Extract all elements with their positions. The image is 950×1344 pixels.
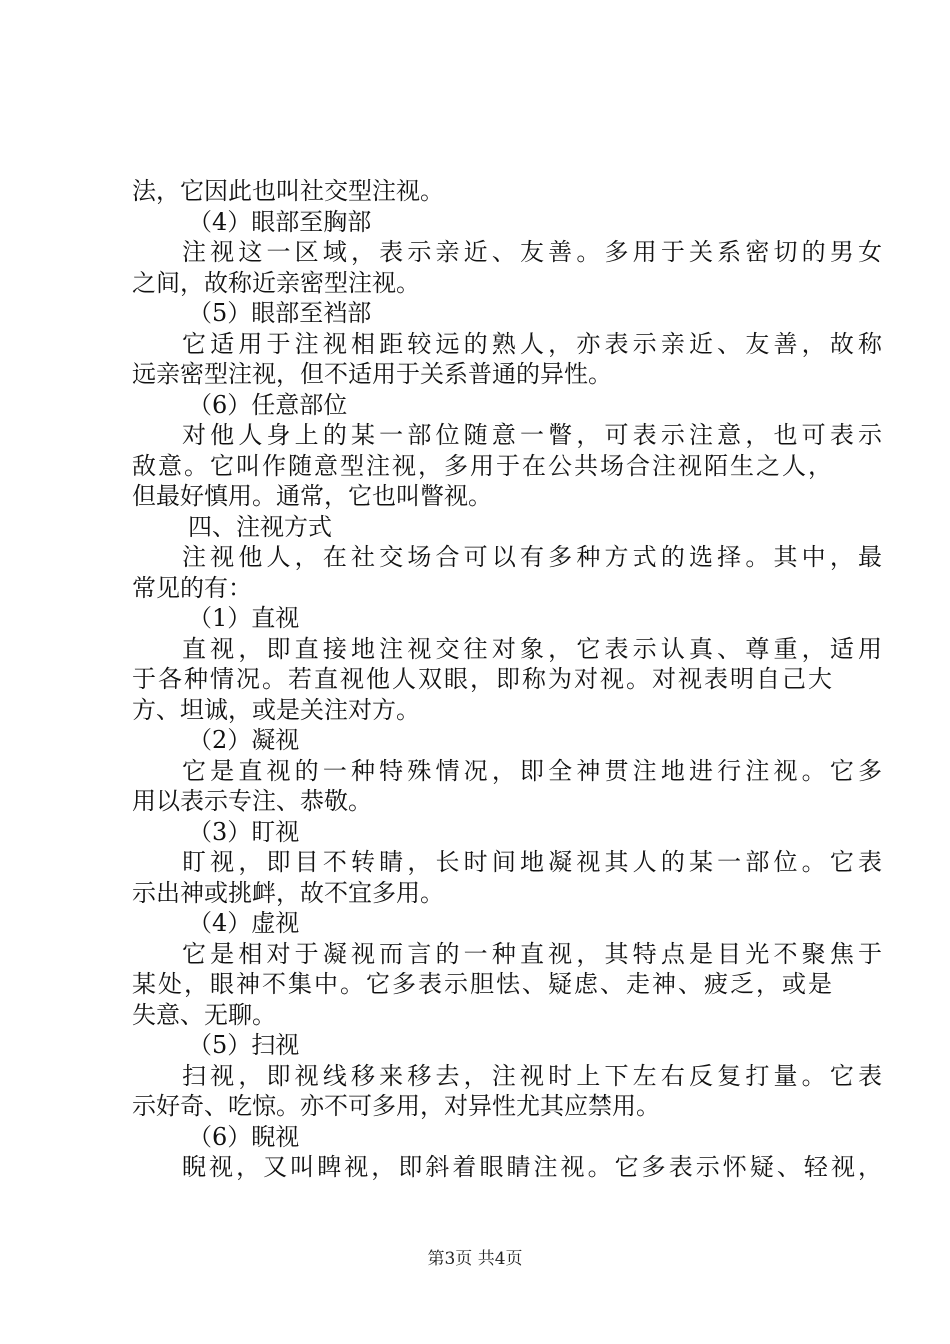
section-heading: （1）直视 (188, 604, 300, 632)
text-lines (132, 176, 882, 1183)
paragraph-line: 睨视，又叫睥视，即斜着眼睛注视。它多表示怀疑、轻视， (182, 1153, 882, 1181)
paragraph-line: 它适用于注视相距较远的熟人，亦表示亲近、友善，故称 (182, 329, 882, 358)
paragraph-line: 扫视，即视线移来移去，注视时上下左右反复打量。它表 (182, 1061, 882, 1090)
paragraph-line: 远亲密型注视，但不适用于关系普通的异性。 (132, 360, 612, 388)
paragraph-line: 某处，眼神不集中。它多表示胆怯、疑虑、走神、疲乏，或是 (132, 970, 832, 998)
paragraph-line: 失意、无聊。 (132, 1000, 276, 1029)
paragraph-line: 盯视，即目不转睛，长时间地凝视其人的某一部位。它表 (182, 848, 882, 876)
paragraph-line: 它是直视的一种特殊情况，即全神贯注地进行注视。它多 (182, 756, 882, 785)
paragraph-line: 敌意。它叫作随意型注视，多用于在公共场合注视陌生之人， (132, 451, 832, 480)
section-heading: （2）凝视 (188, 726, 300, 754)
section-heading: （6）任意部位 (188, 390, 348, 419)
paragraph-line: 之间，故称近亲密型注视。 (132, 268, 420, 297)
section-heading: （4）虚视 (188, 909, 300, 937)
paragraph-line: 示出神或挑衅，故不宜多用。 (132, 878, 444, 907)
section-heading: 四、注视方式 (188, 512, 332, 541)
paragraph-line: 示好奇、吃惊。亦不可多用，对异性尤其应禁用。 (132, 1092, 660, 1120)
paragraph-line: 方、坦诚，或是关注对方。 (132, 695, 420, 724)
section-heading: （6）睨视 (188, 1122, 300, 1151)
paragraph-line: 常见的有： (132, 573, 252, 602)
paragraph-line: 但最好慎用。通常，它也叫瞥视。 (132, 482, 492, 510)
section-heading: （4）眼部至胸部 (188, 207, 372, 236)
paragraph-line: 它是相对于凝视而言的一种直视，其特点是目光不聚焦于 (182, 939, 882, 968)
paragraph-line: 法，它因此也叫社交型注视。 (132, 177, 444, 205)
section-heading: （5）眼部至裆部 (188, 299, 372, 327)
paragraph-line: 用以表示专注、恭敬。 (132, 787, 372, 815)
paragraph-line: 注视这一区域，表示亲近、友善。多用于关系密切的男女 (182, 238, 882, 266)
section-heading: （3）盯视 (188, 817, 300, 846)
paragraph-line: 注视他人，在社交场合可以有多种方式的选择。其中，最 (182, 543, 882, 571)
paragraph-line: 于各种情况。若直视他人双眼，即称为对视。对视表明自己大 (132, 665, 832, 693)
page-footer: 第3页 共4页 (427, 1249, 523, 1269)
section-heading: （5）扫视 (188, 1031, 300, 1059)
document-body (132, 176, 882, 1183)
paragraph-line: 直视，即直接地注视交往对象，它表示认真、尊重，适用 (182, 634, 882, 663)
paragraph-line: 对他人身上的某一部位随意一瞥，可表示注意，也可表示 (182, 421, 882, 449)
